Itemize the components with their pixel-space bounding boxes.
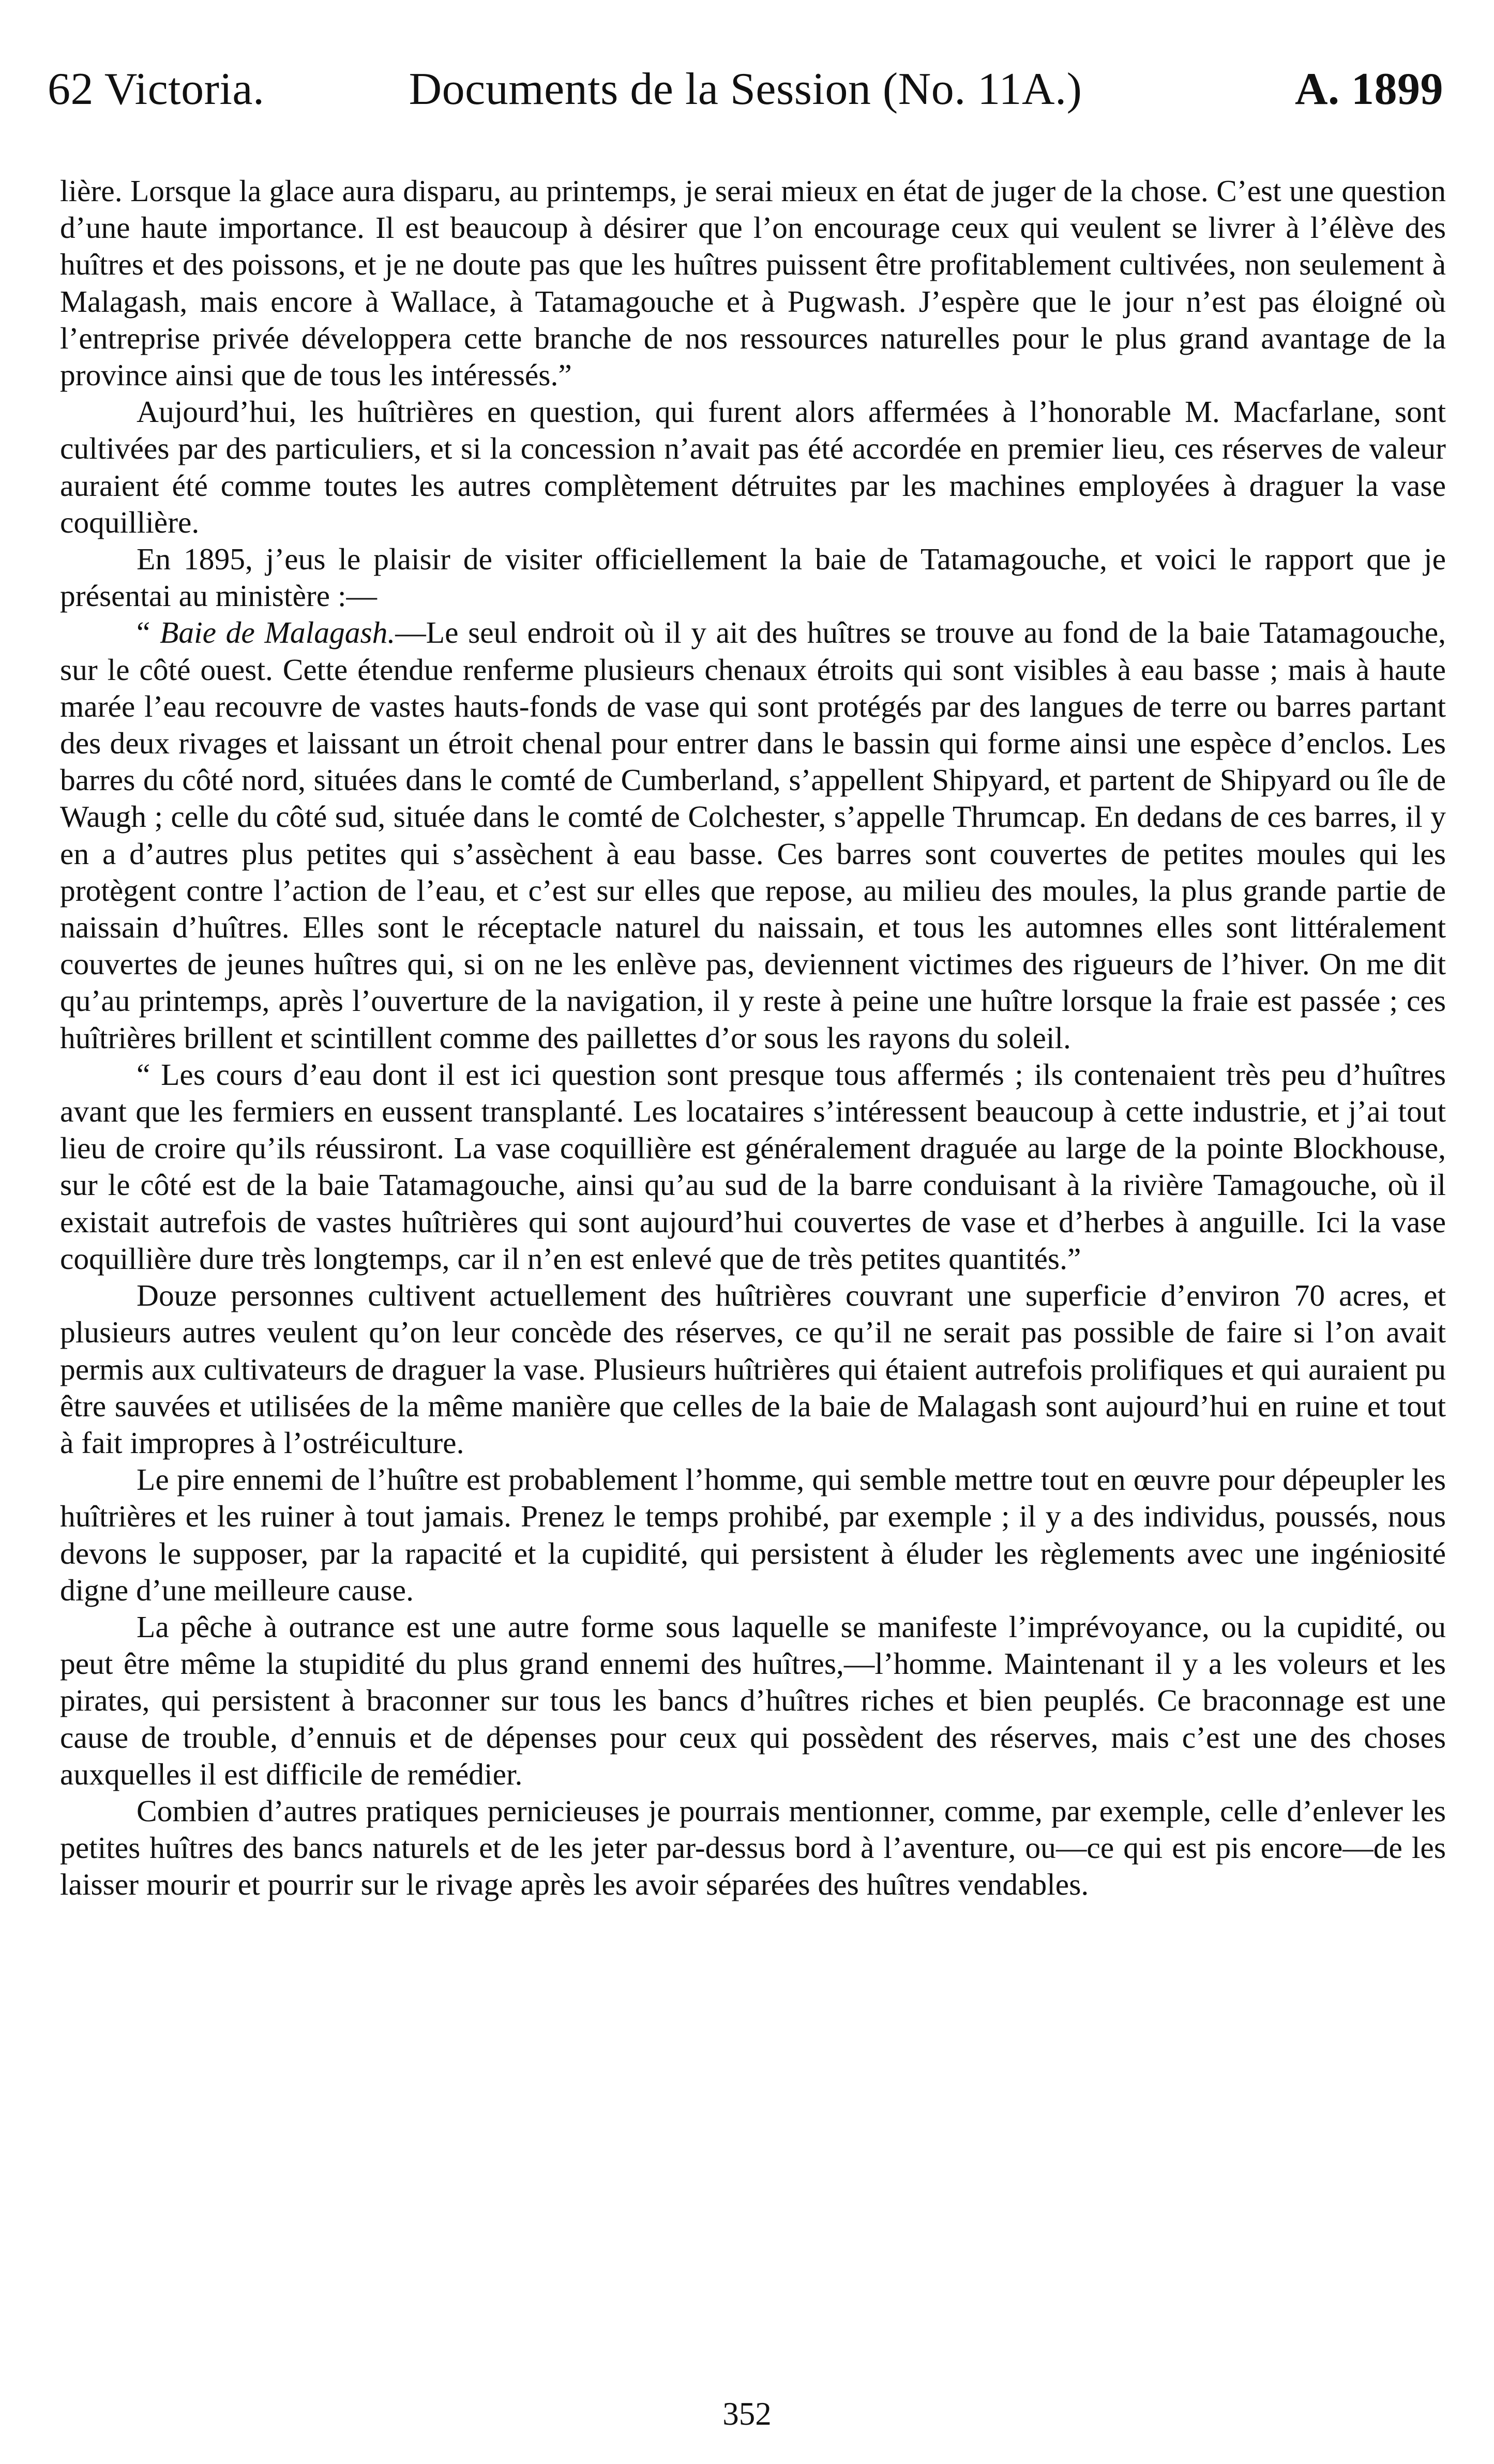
page-number: 352 <box>722 2396 772 2432</box>
paragraph-3: En 1895, j’eus le plaisir de visiter officiellement la baie de Tatamagouche, et voici le rapport que je présentai au ministère :— <box>60 542 1446 613</box>
paragraph-8: La pêche à outrance est une autre forme sous laquelle se manifeste l’imprévoyance, ou la cupidité, ou peut être même la stupidité du plus grand ennemi des huîtres,—l’homme. Maintenant il y a les voleurs et les pirates, qui persistent à braconner sur tous les bancs d’huîtres riches et bien peuplés. Ce braconnage est une cause de trouble, d’ennuis et de dépenses pour ceux qui possèdent des réserves, mais c’est une des choses auxquelles il est difficile de remédier. <box>60 1609 1446 1791</box>
body-text <box>60 173 1446 1903</box>
paragraph-7: Le pire ennemi de l’huître est probablement l’homme, qui semble mettre tout en œuvre pour dépeupler les huîtrières et les ruiner à tout jamais. Prenez le temps prohibé, par exemple ; il y a des individus, poussés, nous devons le supposer, par la rapacité et la cupidité, qui persistent à éluder les règlements avec une ingéniosité digne d’une meilleure cause. <box>60 1462 1446 1607</box>
paragraph-2: Aujourd’hui, les huîtrières en question, qui furent alors affermées à l’honorable M. Macfarlane, sont cultivées par des particuliers, et si la concession n’avait pas été accordée en premier lieu, ces réserves de valeur auraient été comme toutes les autres complètement détruites par les machines employées à draguer la vase coquillière. <box>60 395 1446 539</box>
header-volume: 62 Victoria. <box>48 64 265 114</box>
paragraph-4: “ Baie de Malagash.—Le seul endroit où il y ait des huîtres se trouve au fond de la baie Tatamagouche, sur le côté ouest. Cette étendue renferme plusieurs chenaux étroits qui sont visibles à eau basse ; mais à haute marée l’eau recouvre de vastes hauts-fonds de vase qui sont protégés par des langues de terre ou barres partant des deux rivages et laissant un étroit chenal pour entrer dans le bassin qui forme ainsi une espèce d’enclos. Les barres du côté nord, situées dans le comté de Cumberland, s’appellent Shipyard, et partent de Shipyard ou île de Waugh ; celle du côté sud, située dans le comté de Colchester, s’appelle Thrumcap. En dedans de ces barres, il y en a d’autres plus petites qui s’assèchent à eau basse. Ces barres sont couvertes de petites moules qui les protègent contre l’action de l’eau, et c’est sur elles que repose, au milieu des moules, la plus grande partie de naissain d’huîtres. Elles sont le réceptacle naturel du naissain, et tous les automnes elles sont littéralement couvertes de jeunes huîtres qui, si on ne les enlève pas, deviennent victimes des rigueurs de l’hiver. On me dit qu’au printemps, après l’ouverture de la navigation, il y reste à peine une huître lorsque la fraie est passée ; ces huîtrières brillent et scintillent comme des paillettes d’or sous les rayons du soleil. <box>60 615 1446 1055</box>
paragraph-6: Douze personnes cultivent actuellement des huîtrières couvrant une superficie d’environ 70 acres, et plusieurs autres veulent qu’on leur concède des réserves, ce qu’il ne serait pas possible de faire si l’on avait permis aux cultivateurs de draguer la vase. Plusieurs huîtrières qui étaient autrefois prolifiques et qui auraient pu être sauvées et utilisées de la même manière que celles de la baie de Malagash sont aujourd’hui en ruine et tout à fait impropres à l’ostréiculture. <box>60 1278 1446 1460</box>
paragraph-9: Combien d’autres pratiques pernicieuses je pourrais mentionner, comme, par exemple, celle d’enlever les petites huîtres des bancs naturels et de les jeter par-dessus bord à l’aventure, ou—ce qui est pis encore—de les laisser mourir et pourrir sur le rivage après les avoir séparées des huîtres vendables. <box>60 1793 1446 1902</box>
running-header <box>48 61 1443 118</box>
paragraph-5: “ Les cours d’eau dont il est ici question sont presque tous affermés ; ils contenaient très peu d’huîtres avant que les fermiers en eussent transplanté. Les locataires s’intéressent beaucoup à cette industrie, et j’ai tout lieu de croire qu’ils réussiront. La vase coquillière est généralement draguée au large de la pointe Blockhouse, sur le côté est de la baie Tatamagouche, ainsi qu’au sud de la barre conduisant à la rivière Tamagouche, où il existait autrefois de vastes huîtrières qui sont aujourd’hui couvertes de vase et d’herbes à anguille. Ici la vase coquillière dure très longtemps, car il n’en est enlevé que de très petites quantités.” <box>60 1057 1446 1276</box>
section-heading-malagash: Baie de Malagash. <box>160 615 396 650</box>
header-title: Documents de la Session (No. 11A.) <box>409 64 1082 114</box>
paragraph-1: lière. Lorsque la glace aura disparu, au printemps, je serai mieux en état de juger de la chose. C’est une question d’une haute importance. Il est beaucoup à désirer que l’on encourage ceux qui veulent se livrer à l’élève des huîtres et des poissons, et je ne doute pas que les huîtres puissent être profitablement cultivées, non seulement à Malagash, mais encore à Wallace, à Tatamagouche et à Pugwash. J’espère que le jour n’est pas éloigné où l’entreprise privée développera cette branche de nos ressources naturelles pour le plus grand avantage de la province ainsi que de tous les intéressés.” <box>60 174 1446 392</box>
header-year: A. 1899 <box>1294 64 1443 114</box>
